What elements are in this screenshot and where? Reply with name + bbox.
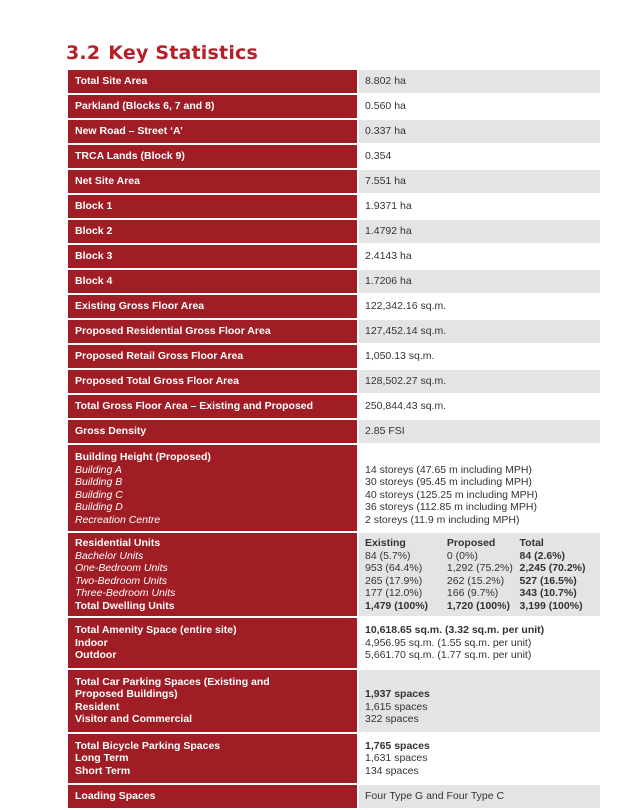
bicycle-parking-labels (68, 733, 358, 785)
row-value: 1.9371 ha (358, 194, 600, 219)
row-label: New Road – Street ‘A’ (68, 119, 358, 144)
three-bedroom-units-values (365, 587, 594, 600)
table-row (68, 219, 600, 244)
long-term-label: Long Term (75, 752, 129, 764)
outdoor-value: 5,661.70 sq.m. (1.77 sq.m. per unit) (365, 649, 532, 661)
existing-header: Existing (365, 537, 406, 549)
amenity-space-labels (68, 617, 358, 669)
two-bedroom-units-label: Two-Bedroom Units (75, 574, 167, 587)
existing-value: 1,479 (100%) (365, 599, 429, 612)
row-label: Proposed Total Gross Floor Area (68, 369, 358, 394)
building-height-values (358, 444, 600, 532)
row-value: 127,452.14 sq.m. (358, 319, 600, 344)
visitor-commercial-label: Visitor and Commercial (75, 713, 193, 725)
total-dwelling-units-values (365, 600, 594, 613)
row-value: 8.802 ha (358, 70, 600, 94)
building-d-label: Building D (75, 501, 123, 513)
recreation-centre-value: 2 storeys (11.9 m including MPH) (365, 513, 520, 526)
residential-units-values (358, 532, 600, 617)
row-label: Block 3 (68, 244, 358, 269)
car-parking-title-line2: Proposed Buildings) (75, 688, 178, 700)
table-row (68, 369, 600, 394)
total-header: Total (519, 537, 544, 549)
table-row (68, 194, 600, 219)
row-value: 0.354 (358, 144, 600, 169)
table-row (68, 94, 600, 119)
proposed-header: Proposed (446, 537, 496, 549)
one-bedroom-units-values (365, 562, 594, 575)
row-value: 2.85 FSI (358, 419, 600, 444)
row-value: 7.551 ha (358, 169, 600, 194)
table-row (68, 269, 600, 294)
bachelor-units-label: Bachelor Units (75, 549, 144, 562)
total-value: 2,245 (70.2%) (519, 562, 586, 574)
row-label: TRCA Lands (Block 9) (68, 144, 358, 169)
loading-spaces-row (68, 784, 600, 809)
table-row (68, 119, 600, 144)
car-parking-labels (68, 669, 358, 733)
row-label: Block 1 (68, 194, 358, 219)
two-bedroom-units-values (365, 575, 594, 588)
row-label: Block 4 (68, 269, 358, 294)
proposed-value: 1,292 (75.2%) (446, 562, 513, 574)
table-row (68, 394, 600, 419)
bicycle-parking-row (68, 733, 600, 785)
table-row (68, 70, 600, 94)
indoor-value: 4,956.95 sq.m. (1.55 sq.m. per unit) (365, 636, 532, 649)
table-row (68, 244, 600, 269)
car-parking-values (358, 669, 600, 733)
long-term-value: 1,631 spaces (365, 752, 428, 764)
row-value: 128,502.27 sq.m. (358, 369, 600, 394)
amenity-space-row (68, 617, 600, 669)
existing-value: 84 (5.7%) (365, 549, 411, 562)
row-label: Proposed Retail Gross Floor Area (68, 344, 358, 369)
proposed-value: 0 (0%) (446, 549, 478, 562)
table-row (68, 319, 600, 344)
table-row (68, 294, 600, 319)
table-row (68, 144, 600, 169)
row-label: Block 2 (68, 219, 358, 244)
visitor-commercial-value: 322 spaces (365, 713, 419, 725)
row-label: Existing Gross Floor Area (68, 294, 358, 319)
loading-spaces-value: Four Type G and Four Type C (358, 784, 600, 809)
building-c-value: 40 storeys (125.25 m including MPH) (365, 488, 538, 501)
proposed-value: 262 (15.2%) (446, 574, 505, 587)
total-value: 84 (2.6%) (519, 549, 566, 562)
row-value: 0.560 ha (358, 94, 600, 119)
existing-value: 177 (12.0%) (365, 587, 423, 599)
amenity-space-total: 10,618.65 sq.m. (3.32 sq.m. per unit) (365, 624, 545, 636)
short-term-value: 134 spaces (365, 764, 419, 777)
car-parking-total: 1,937 spaces (365, 688, 430, 700)
existing-value: 953 (64.4%) (365, 562, 423, 574)
units-column-headers (365, 537, 594, 550)
building-c-label: Building C (75, 488, 123, 501)
row-value: 250,844.43 sq.m. (358, 394, 600, 419)
residential-units-title: Residential Units (75, 537, 161, 549)
row-label: Net Site Area (68, 169, 358, 194)
three-bedroom-units-label: Three-Bedroom Units (75, 587, 176, 599)
total-value: 527 (16.5%) (519, 574, 577, 587)
building-b-value: 30 storeys (95.45 m including MPH) (365, 476, 532, 488)
section-number: 3.2 (66, 42, 101, 64)
car-parking-title-line1: Total Car Parking Spaces (Existing and (75, 675, 270, 688)
total-value: 3,199 (100%) (519, 599, 583, 612)
building-height-labels (68, 444, 358, 532)
bicycle-parking-title: Total Bicycle Parking Spaces (75, 739, 221, 752)
bicycle-parking-values (358, 733, 600, 785)
row-value: 1.7206 ha (358, 269, 600, 294)
table-row (68, 169, 600, 194)
outdoor-label: Outdoor (75, 649, 117, 661)
row-value: 1.4792 ha (358, 219, 600, 244)
building-a-label: Building A (75, 463, 122, 476)
section-heading (66, 42, 258, 64)
building-d-value: 36 storeys (112.85 m including MPH) (365, 501, 537, 513)
proposed-value: 166 (9.7%) (446, 587, 499, 599)
row-value: 122,342.16 sq.m. (358, 294, 600, 319)
row-label: Parkland (Blocks 6, 7 and 8) (68, 94, 358, 119)
resident-label: Resident (75, 700, 120, 713)
bachelor-units-values (365, 550, 594, 563)
proposed-value: 1,720 (100%) (446, 599, 510, 612)
recreation-centre-label: Recreation Centre (75, 513, 161, 526)
row-label: Total Site Area (68, 70, 358, 94)
indoor-label: Indoor (75, 636, 108, 649)
car-parking-row (68, 669, 600, 733)
existing-value: 265 (17.9%) (365, 574, 423, 587)
row-label: Gross Density (68, 419, 358, 444)
total-value: 343 (10.7%) (519, 587, 577, 599)
residential-units-labels (68, 532, 358, 617)
building-a-value: 14 storeys (47.65 m including MPH) (365, 463, 532, 476)
bicycle-parking-total: 1,765 spaces (365, 739, 430, 752)
building-height-row (68, 444, 600, 532)
loading-spaces-label: Loading Spaces (68, 784, 358, 809)
resident-value: 1,615 spaces (365, 700, 428, 713)
building-height-title: Building Height (Proposed) (75, 451, 211, 463)
row-label: Total Gross Floor Area – Existing and Proposed (68, 394, 358, 419)
total-dwelling-units-label: Total Dwelling Units (75, 599, 175, 612)
short-term-label: Short Term (75, 764, 131, 777)
one-bedroom-units-label: One-Bedroom Units (75, 562, 168, 574)
table-row (68, 344, 600, 369)
table-row (68, 419, 600, 444)
section-title: Key Statistics (108, 42, 259, 64)
building-b-label: Building B (75, 476, 123, 488)
amenity-space-values (358, 617, 600, 669)
amenity-space-title: Total Amenity Space (entire site) (75, 624, 237, 636)
row-value: 2.4143 ha (358, 244, 600, 269)
row-value: 1,050.13 sq.m. (358, 344, 600, 369)
residential-units-row (68, 532, 600, 617)
row-label: Proposed Residential Gross Floor Area (68, 319, 358, 344)
key-statistics-table (68, 70, 600, 810)
row-value: 0.337 ha (358, 119, 600, 144)
